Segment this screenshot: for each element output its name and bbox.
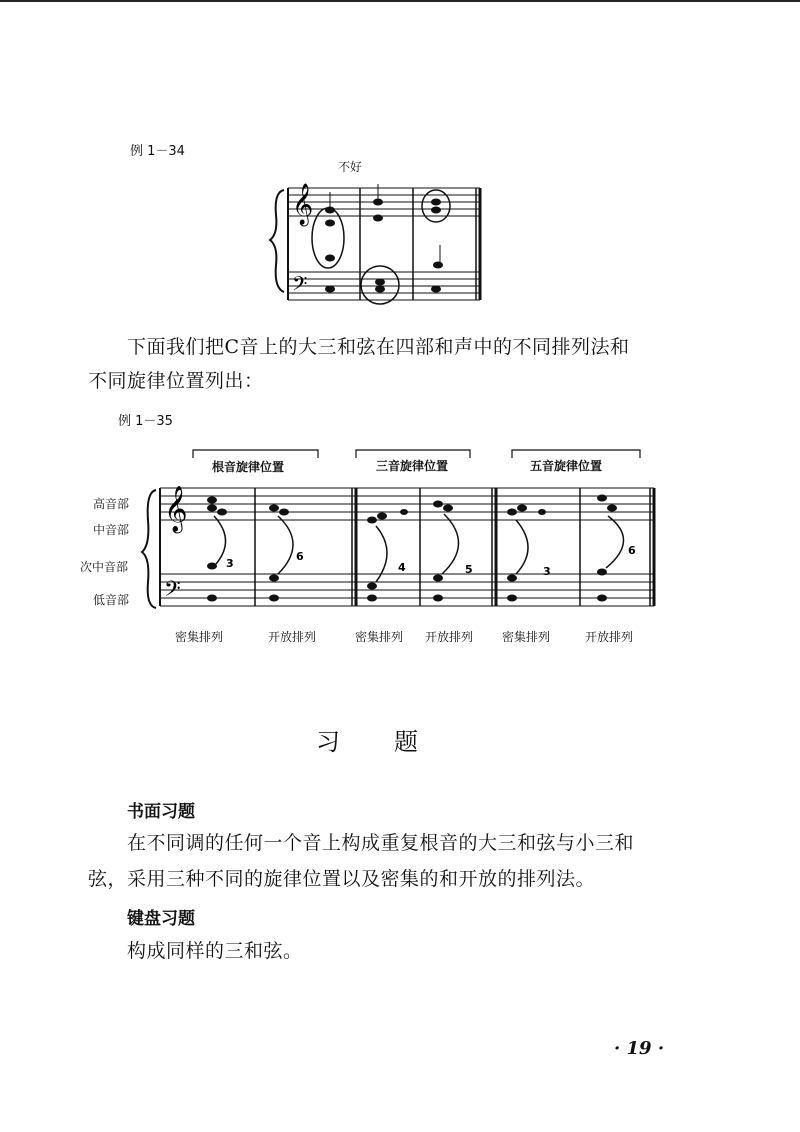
voice-label: 次中音部 (80, 560, 129, 574)
bass-clef-icon: 𝄢 (164, 577, 181, 607)
voice-label: 高音部 (93, 497, 130, 511)
top-border (0, 0, 800, 2)
written-exercise-line-2: 弦，采用三种不同的旋律位置以及密集的和开放的排列法。 (88, 868, 596, 890)
arrangement-label: 开放排列 (268, 630, 317, 644)
arrangement-label: 密集排列 (355, 630, 404, 644)
section-title: 习 题 (316, 728, 420, 756)
note (431, 207, 441, 214)
group-label: 根音旋律位置 (212, 460, 285, 474)
note (325, 286, 335, 293)
treble-staff (288, 188, 480, 216)
bass-clef-icon: 𝄢 (292, 272, 308, 300)
example-label: 例 1－35 (118, 414, 173, 429)
keyboard-exercise-line: 构成同样的三和弦。 (127, 940, 303, 962)
example-label: 例 1－34 (130, 144, 185, 159)
score-example-1-34 (268, 170, 493, 310)
note (431, 199, 441, 206)
interval-number: 5 (465, 563, 473, 576)
arrangement-label: 开放排列 (425, 630, 474, 644)
note (433, 262, 443, 269)
treble-clef-icon: 𝄞 (164, 486, 188, 532)
note (373, 215, 383, 222)
note (375, 279, 385, 286)
voice-label: 低音部 (93, 593, 130, 607)
arrangement-label: 密集排列 (175, 630, 224, 644)
group-label: 五音旋律位置 (530, 459, 603, 473)
intro-line-2: 不同旋律位置列出： (88, 370, 264, 392)
score-example-1-35 (140, 440, 665, 615)
written-exercise-heading: 书面习题 (127, 802, 195, 822)
voice-label: 中音部 (93, 523, 130, 537)
interval-number: 3 (543, 565, 551, 578)
intro-line-1: 下面我们把C音上的大三和弦在四部和声中的不同排列法和 (127, 336, 630, 358)
note (325, 220, 335, 227)
page-number: · 19 · (614, 1038, 665, 1059)
keyboard-exercise-heading: 键盘习题 (127, 909, 195, 929)
note (325, 255, 335, 262)
group-label: 三音旋律位置 (376, 459, 449, 473)
interval-number: 3 (226, 557, 234, 570)
interval-number: 6 (628, 544, 636, 557)
arrangement-label: 开放排列 (585, 630, 634, 644)
treble-clef-icon: 𝄞 (292, 184, 314, 225)
note (375, 286, 385, 293)
written-exercise-line-1: 在不同调的任何一个音上构成重复根音的大三和弦与小三和 (127, 832, 635, 854)
brace-icon (142, 490, 156, 608)
note (431, 286, 441, 293)
brace-icon (270, 190, 284, 292)
arrangement-label: 密集排列 (502, 630, 551, 644)
interval-number: 4 (398, 561, 406, 574)
bass-staff (288, 272, 480, 300)
annotation-text: 不好 (338, 160, 363, 174)
interval-number: 6 (296, 550, 304, 563)
